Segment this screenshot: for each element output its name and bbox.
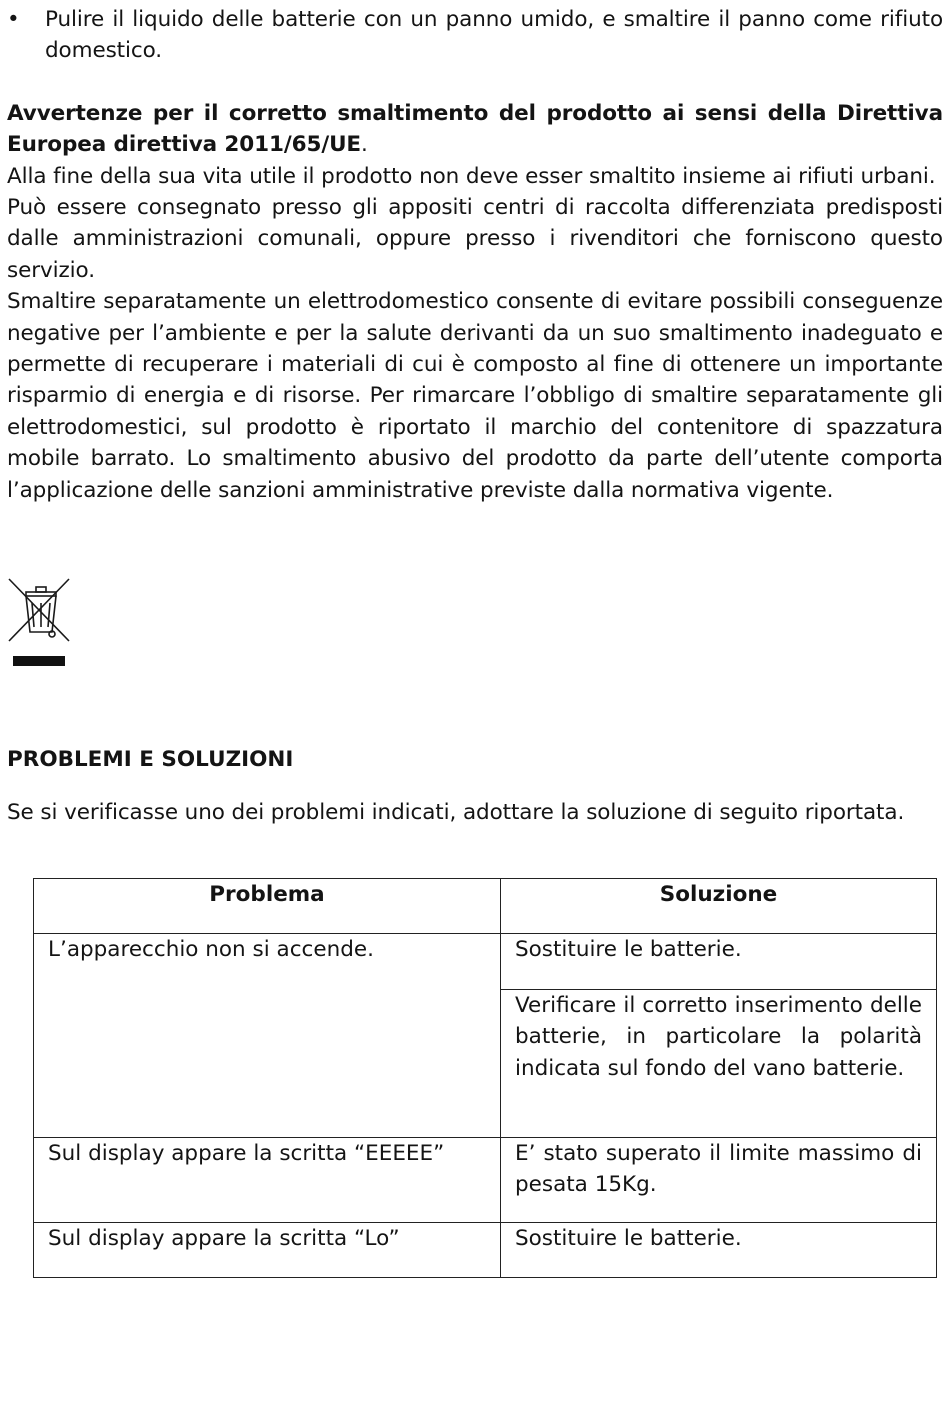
disposal-paragraph-1: Alla fine della sua vita utile il prodotto non deve esser smaltito insieme ai rifiuti urbani. — [7, 163, 936, 189]
troubleshooting-intro: Se si verificasse uno dei problemi indicati, adottare la soluzione di seguito riportata. — [7, 800, 905, 825]
spacer — [7, 67, 943, 98]
header-problem: Problema — [34, 879, 501, 934]
header-solution: Soluzione — [501, 879, 937, 934]
solution-cell: Sostituire le batterie. — [501, 934, 937, 990]
disposal-heading — [7, 98, 943, 161]
solution-cell: Verificare il corretto inserimento delle batterie, in particolare la polarità indicata sul fondo del vano batterie. — [501, 990, 937, 1138]
table-row — [34, 1223, 937, 1278]
bullet-marker: • — [7, 7, 20, 32]
document-page — [7, 4, 943, 825]
troubleshooting-table — [33, 878, 937, 1278]
crossed-out-wheelie-bin-icon — [7, 577, 73, 669]
bullet-item — [7, 4, 943, 67]
section-title: PROBLEMI E SOLUZIONI — [7, 747, 294, 772]
table-header-row — [34, 879, 937, 934]
disposal-paragraph-3: Smaltire separatamente un elettrodomestico consente di evitare possibili conseguenze negative per l’ambiente e per la salute derivanti da un suo smaltimento inadeguato e permette di recuperare i materiali di cui è composto al fine di ottenere un importante risparmio di energia e di risorse. Per rimarcare l’obbligo di smaltire separatamente gli elettrodomestici, sul prodotto è riportato il marchio del contenitore di spazzatura mobile barrato. Lo smaltimento abusivo del prodotto da parte dell’utente comporta l’applicazione delle sanzioni amministrative previste dalla normativa vigente. — [7, 289, 943, 503]
disposal-heading-bold: Avvertenze per il corretto smaltimento del prodotto ai sensi della Direttiva Europea direttiva 2011/65/UE — [7, 100, 943, 158]
table-row — [34, 934, 937, 990]
bullet-text: Pulire il liquido delle batterie con un panno umido, e smaltire il panno come rifiuto domestico. — [45, 7, 943, 64]
solution-cell: Sostituire le batterie. — [501, 1223, 937, 1278]
problem-cell: Sul display appare la scritta “Lo” — [34, 1223, 501, 1278]
problem-cell: L’apparecchio non si accende. — [34, 934, 501, 1138]
solution-cell: E’ stato superato il limite massimo di pesata 15Kg. — [501, 1138, 937, 1223]
disposal-paragraph-2: Può essere consegnato presso gli appositi centri di raccolta differenziata predisposti dalle amministrazioni comunali, oppure presso i rivenditori che forniscono questo servizio. — [7, 195, 943, 283]
disposal-heading-suffix: . — [361, 132, 368, 158]
table-row — [34, 1138, 937, 1223]
problem-cell: Sul display appare la scritta “EEEEE” — [34, 1138, 501, 1223]
